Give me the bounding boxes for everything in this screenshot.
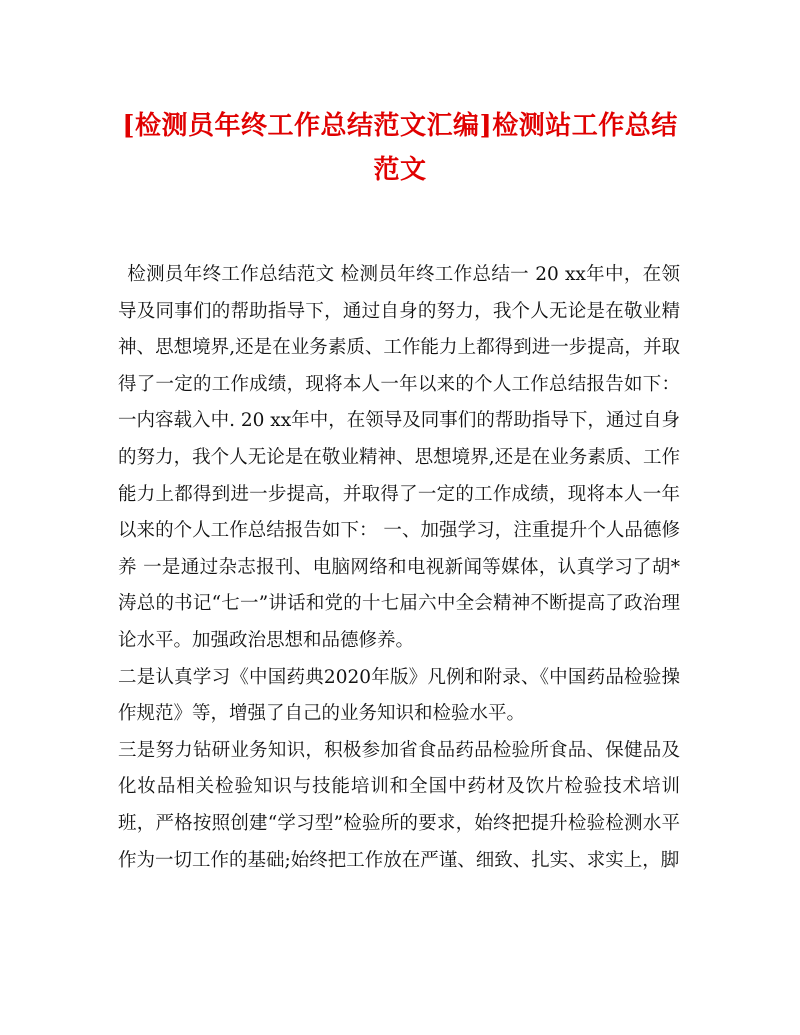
paragraph-3: 三是努力钻研业务知识，积极参加省食品药品检验所食品、保健品及化妆品相关检验知识与技能培训和全国中药材及饮片检验技术培训班，严格按照创建“学习型”检验所的要求，始终把提升检验检测水平作为一切工作的基础;始终把工作放在严谨、细致、扎实、求实上，脚 [118, 739, 680, 871]
document-body [118, 257, 680, 879]
paragraph-2: 二是认真学习《中国药典2020年版》凡例和附录、《中国药品检验操作规范》等，增强了自己的业务知识和检验水平。 [118, 666, 680, 725]
document-title: [检测员年终工作总结范文汇编]检测站工作总结范文 [122, 111, 678, 185]
paragraph-1: 检测员年终工作总结范文 检测员年终工作总结一 20 xx年中，在领导及同事们的帮助指导下，通过自身的努力，我个人无论是在敬业精神、思想境界,还是在业务素质、工作能力上都得到进一步提高，并取得了一定的工作成绩，现将本人一年以来的个人工作总结报告如下：一内容载入中. 20 xx年中，在领导及同事们的帮助指导下，通过自身的努力，我个人无论是在敬业精神、思想境界,还是在业务素质、工作能力上都得到进一步提高，并取得了一定的工作成绩，现将本人一年以来的个人工作总结报告如下： 一、加强学习，注重提升个人品德修养 一是通过杂志报刊、电脑网络和电视新闻等媒体，认真学习了胡*涛总的书记“七一”讲话和党的十七届六中全会精神不断提高了政治理论水平。加强政治思想和品德修养。 [118, 264, 680, 651]
